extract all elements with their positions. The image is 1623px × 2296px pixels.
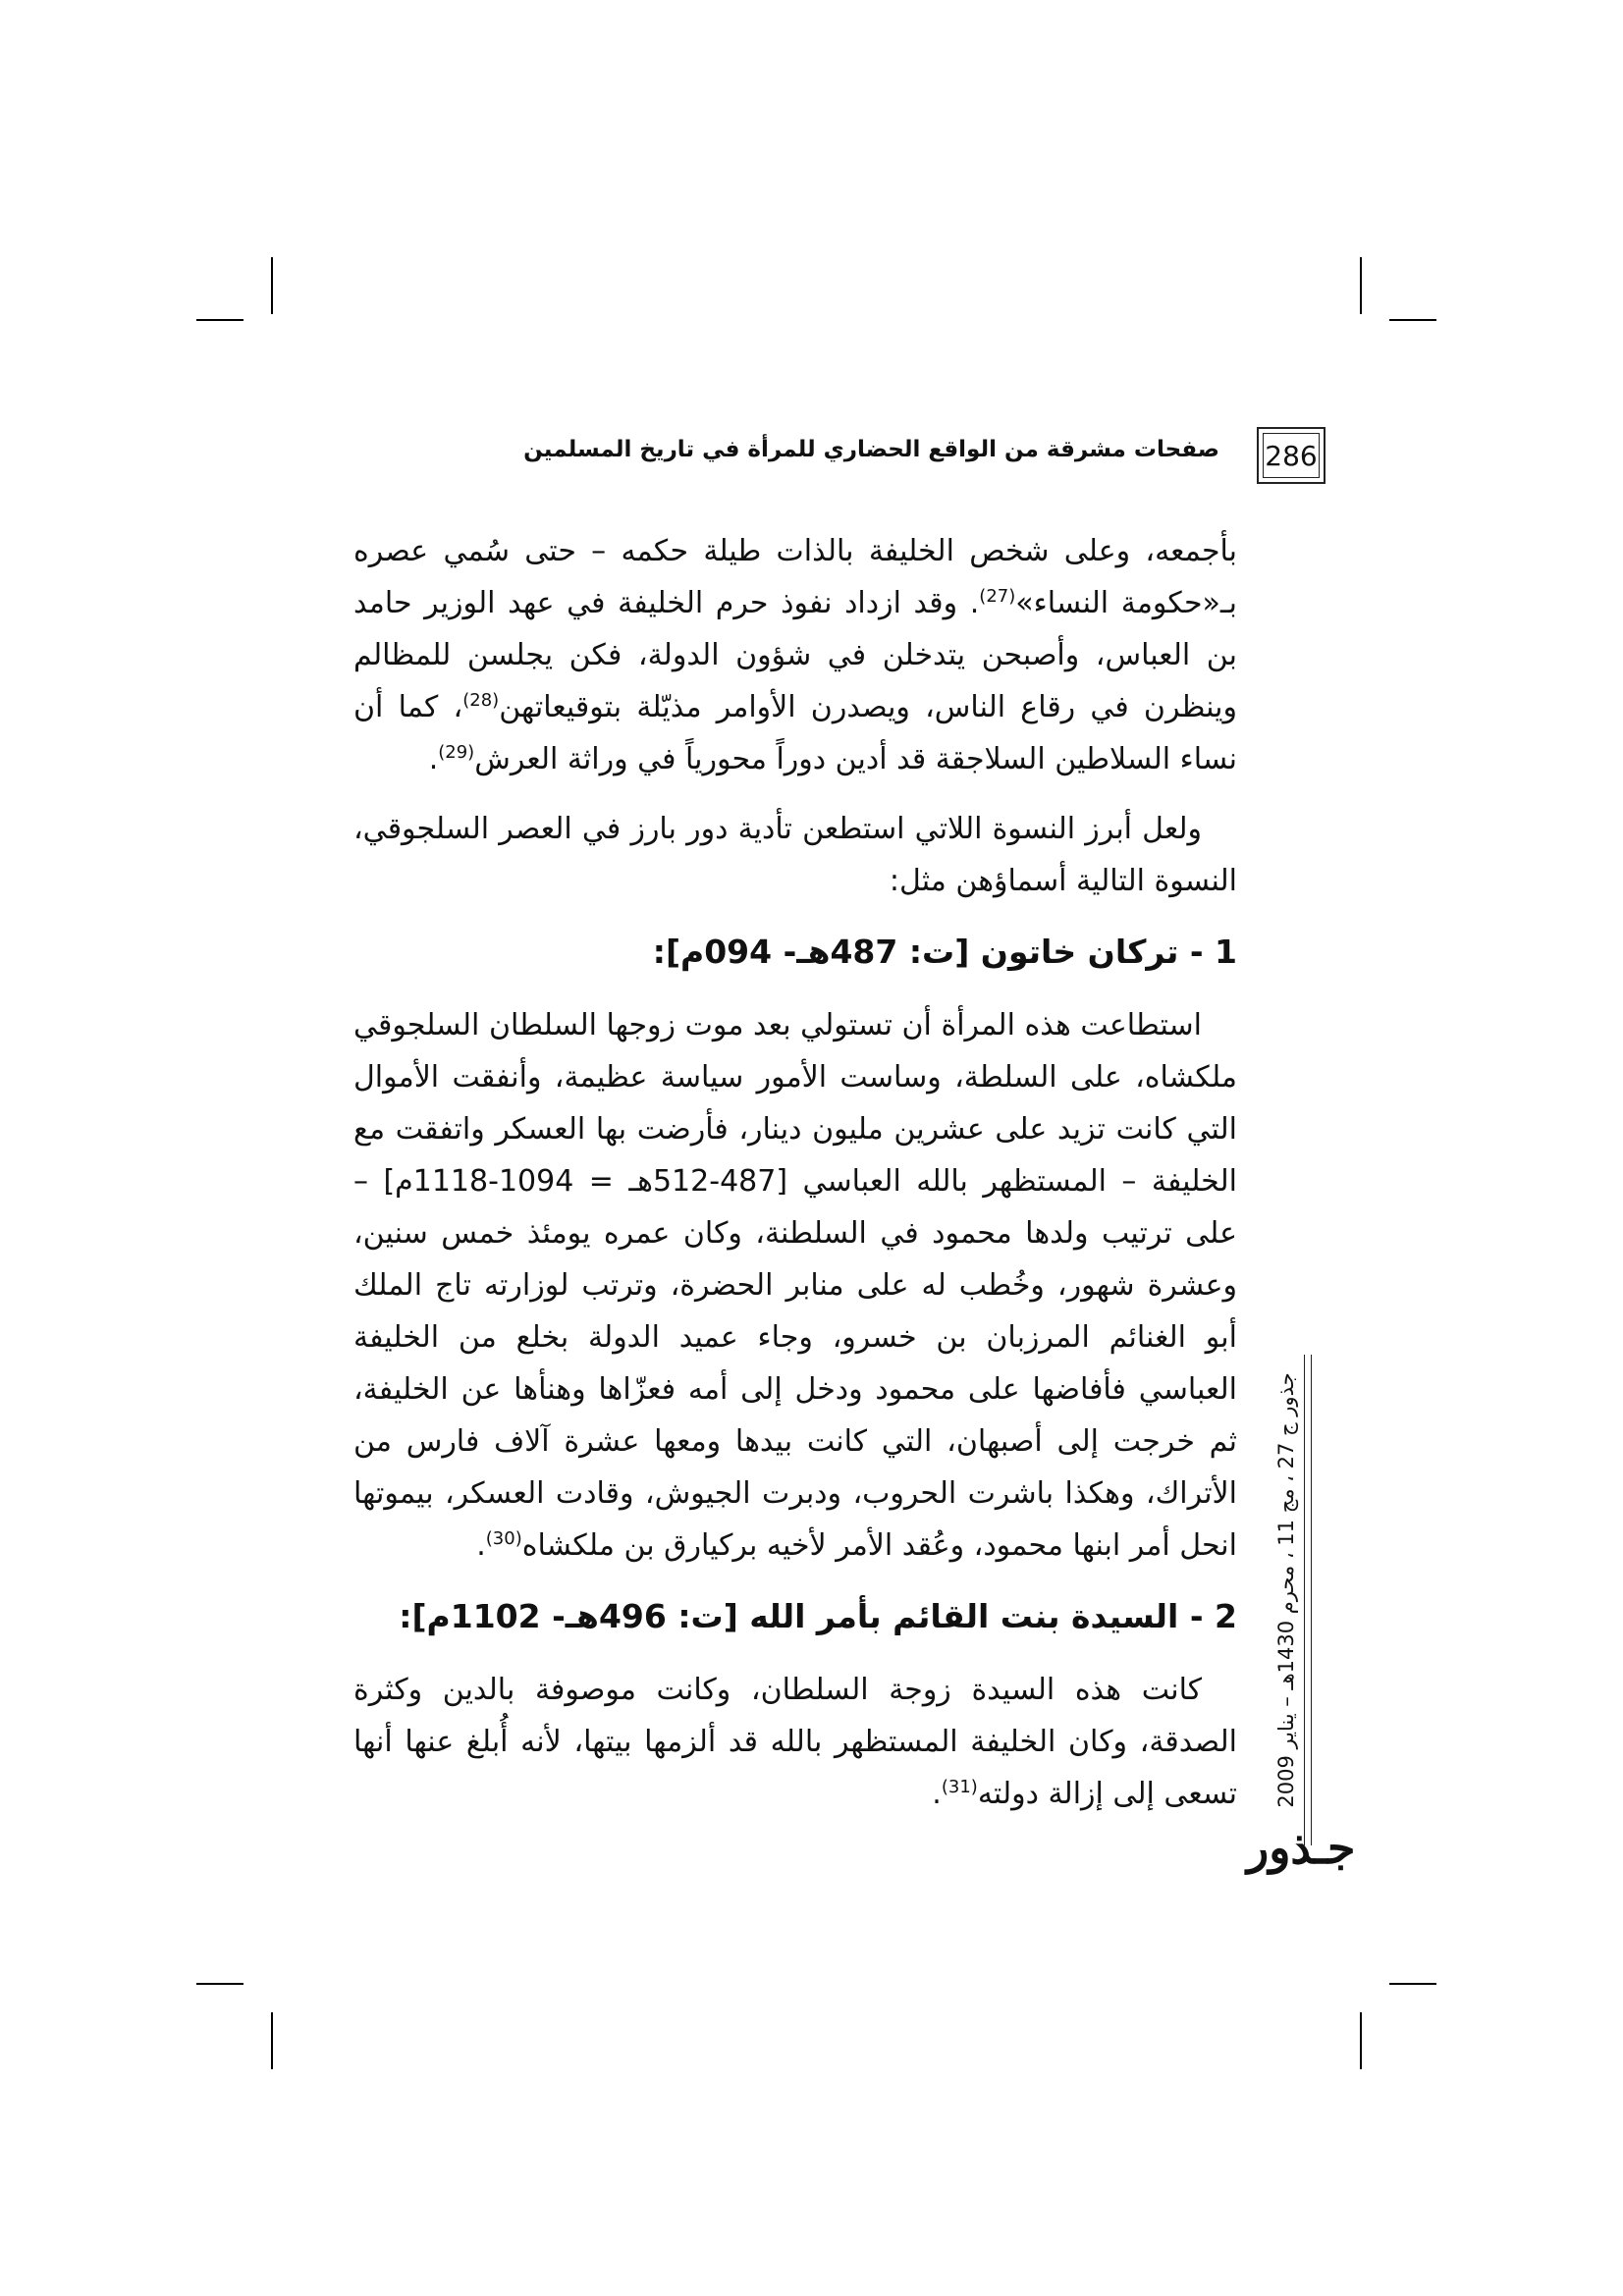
paragraph-2: ولعل أبرز النسوة اللاتي استطعن تأدية دور بارز في العصر السلجوقي، النسوة التالية أسماؤهن مثل: bbox=[353, 812, 1237, 898]
journal-logo: جـذور bbox=[1247, 1821, 1356, 1874]
journal-citation: جذور ج 27 ، مج 11 ، محرم 1430هـ – يناير 2009 bbox=[1274, 1372, 1298, 1808]
paragraph-3-text-a: استطاعت هذه المرأة أن تستولي بعد موت زوجها السلطان السلجوقي ملكشاه، على السلطة، وساست الأمور سياسة عظيمة، وأنفقت الأموال التي كانت تزيد على عشرين مليون دينار، فأرضت بها العسكر واتفقت مع الخليفة – المستظهر بالله العباسي [487-512هـ = 1094-1118م] – على ترتيب ولدها محمود في السلطنة، وكان عمره يومئذ خمس سنين، وعشرة شهور، وخُطب له على منابر الحضرة، وترتب لوزارته تاج الملك أبو الغنائم المرزبان بن خسرو، وجاء عميد الدولة بخلع من الخليفة العباسي فأفاضها على محمود ودخل إلى أمه فعزّاها وهنأها عن الخليفة، ثم خرجت إلى أصبهان، التي كانت بيدها ومعها عشرة آلاف فارس من الأتراك، وهكذا باشرت الحروب، ودبرت الجيوش، وقادت العسكر، بيموتها انحل أمر ابنها محمود، وعُقد الأمر لأخيه بركيارق بن ملكشاه bbox=[353, 1008, 1237, 1563]
paragraph-3 bbox=[353, 999, 1237, 1572]
paragraph-1-text-b: . وقد ازداد نفوذ حرم الخليفة في عهد الوزير حامد بن العباس، وأصبحن يتدخلن في شؤون الدولة، فكن يجلسن للمظالم وينظرن في رقاع الناس، ويصدرن الأوامر مذيّلة بتوقيعاتهن bbox=[353, 586, 1238, 724]
crop-mark-top-left-h bbox=[196, 319, 243, 321]
paragraph-1 bbox=[353, 525, 1237, 785]
footnote-ref-29: (29) bbox=[438, 742, 475, 763]
paragraph-1-text-d: . bbox=[428, 742, 439, 776]
running-title: صفحات مشرقة من الواقع الحضاري للمرأة في تاريخ المسلمين bbox=[523, 437, 1219, 462]
paragraph-4-text-a: كانت هذه السيدة زوجة السلطان، وكانت موصوفة بالدين وكثرة الصدقة، وكان الخليفة المستظهر بالله قد ألزمها بيتها، لأنه أُبلغ عنها أنها تسعى إلى إزالة دولته bbox=[353, 1673, 1237, 1811]
crop-mark-bottom-left-h bbox=[196, 1983, 243, 1985]
section-heading-2: 2 - السيدة بنت القائم بأمر الله [ت: 496هـ- 1102م]: bbox=[399, 1597, 1237, 1635]
paragraph-4-text-b: . bbox=[932, 1777, 942, 1811]
footnote-ref-30: (30) bbox=[485, 1528, 522, 1549]
sidebar-double-rule bbox=[1304, 1355, 1312, 1845]
crop-mark-top-right-v bbox=[1360, 257, 1362, 314]
journal-citation-sidebar bbox=[1267, 1355, 1306, 1826]
paragraph-1-text-a: بأجمعه، وعلى شخص الخليفة بالذات طيلة حكمه – حتى سُمي عصره بـ«حكومة النساء» bbox=[353, 534, 1238, 620]
paragraph-4 bbox=[353, 1664, 1237, 1820]
footnote-ref-31: (31) bbox=[941, 1777, 978, 1797]
footnote-ref-27: (27) bbox=[979, 586, 1016, 607]
running-header bbox=[523, 427, 1325, 486]
crop-mark-bottom-left-v bbox=[271, 2012, 273, 2069]
crop-mark-bottom-right-v bbox=[1360, 2012, 1362, 2069]
paragraph-3-text-b: . bbox=[476, 1528, 486, 1563]
footnote-ref-28: (28) bbox=[462, 690, 500, 711]
crop-mark-top-right-h bbox=[1389, 319, 1436, 321]
page-number: 286 bbox=[1257, 427, 1325, 484]
crop-mark-top-left-v bbox=[271, 257, 273, 314]
section-heading-1: 1 - تركان خاتون [ت: 487هـ- 094م]: bbox=[652, 933, 1237, 971]
crop-mark-bottom-right-h bbox=[1389, 1983, 1436, 1985]
article-body bbox=[353, 525, 1237, 1838]
paragraph-1-text-c: ، كما أن نساء السلاطين السلاجقة قد أدين دوراً محورياً في وراثة العرش bbox=[353, 690, 1237, 776]
